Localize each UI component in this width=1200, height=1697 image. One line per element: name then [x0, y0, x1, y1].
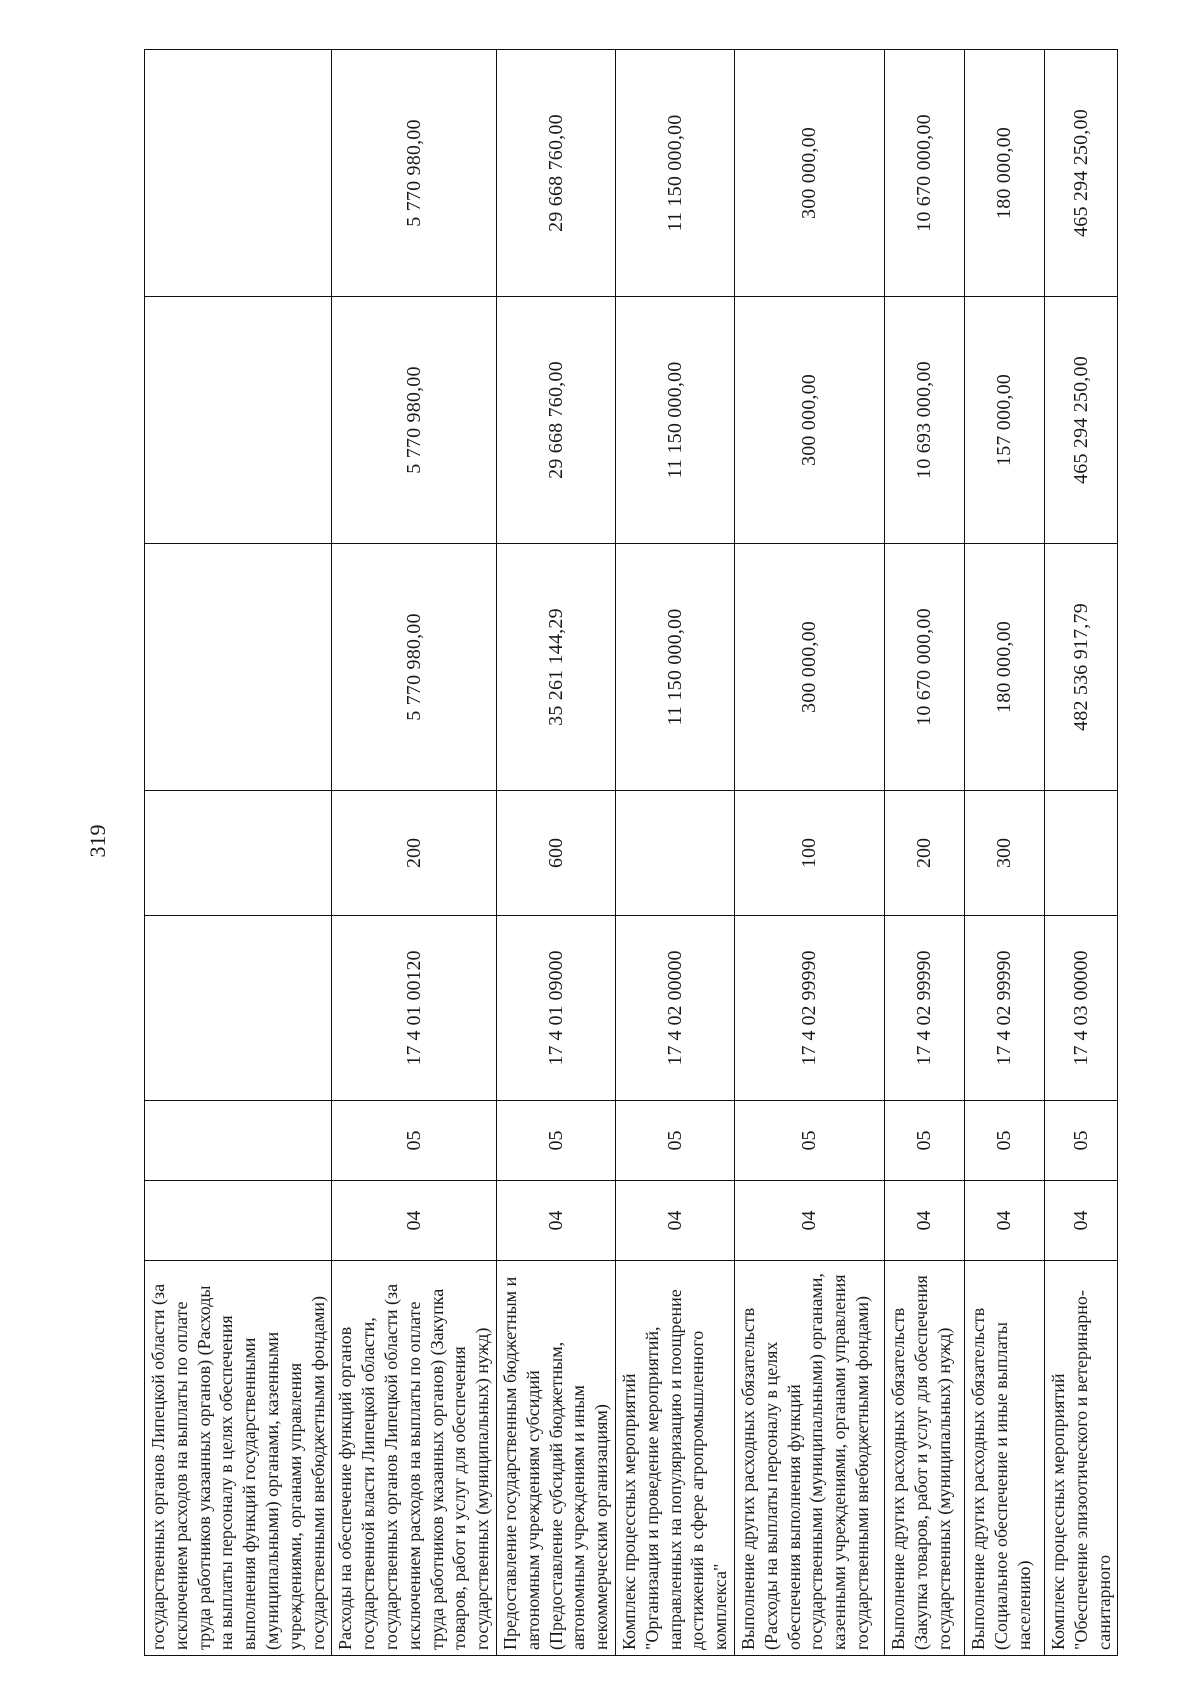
razdel-cell: 04 [964, 1181, 1044, 1261]
razdel-cell: 04 [615, 1181, 734, 1261]
sum-cell-2: 11 150 000,00 [615, 297, 734, 544]
table-row [496, 50, 615, 1656]
csr-cell: 17 4 02 99990 [884, 916, 964, 1101]
row-description: Выполнение других расходных обязательств (Расходы на выплаты персоналу в целях обеспечения выполнения функций государственными (муниципальными) органами, казенными учреждениями, органами управления государственными внебюджетными фондами) [734, 1261, 884, 1656]
table-row [884, 50, 964, 1656]
vr-cell: 100 [734, 791, 884, 916]
row-description: Предоставление государственным бюджетным и автономным учреждениям субсидий (Предоставление субсидий бюджетным, автономным учреждениям и иным некоммерческим организациям) [496, 1261, 615, 1656]
sum-cell-2: 157 000,00 [964, 297, 1044, 544]
csr-cell: 17 4 01 00120 [332, 916, 497, 1101]
sum-cell-3: 10 670 000,00 [884, 50, 964, 297]
vr-cell [145, 791, 332, 916]
table-row [615, 50, 734, 1656]
row-description: государственных органов Липецкой области (за исключением расходов на выплаты по оплате труда работников указанных органов) (Расходы на выплаты персоналу в целях обеспечения выполнения функций государственными (муниципальными) органами, казенными учреждениями, органами управления государственными внебюджетными фондами) [145, 1261, 332, 1656]
vr-cell: 200 [884, 791, 964, 916]
sum-cell-1 [145, 544, 332, 791]
razdel-cell [145, 1181, 332, 1261]
vr-cell: 600 [496, 791, 615, 916]
rotated-table-container [144, 50, 1114, 1656]
budget-table [144, 49, 1118, 1656]
sum-cell-1: 180 000,00 [964, 544, 1044, 791]
table-row [332, 50, 497, 1656]
sum-cell-2: 465 294 250,00 [1044, 297, 1117, 544]
sum-cell-3: 300 000,00 [734, 50, 884, 297]
row-description: Выполнение других расходных обязательств (Социальное обеспечение и иные выплаты населению) [964, 1261, 1044, 1656]
razdel-cell: 04 [734, 1181, 884, 1261]
podrazdel-cell: 05 [734, 1101, 884, 1181]
sum-cell-1: 482 536 917,79 [1044, 544, 1117, 791]
sum-cell-1: 5 770 980,00 [332, 544, 497, 791]
csr-cell: 17 4 03 00000 [1044, 916, 1117, 1101]
sum-cell-2 [145, 297, 332, 544]
vr-cell: 300 [964, 791, 1044, 916]
podrazdel-cell: 05 [332, 1101, 497, 1181]
row-description: Комплекс процессных мероприятий "Организация и проведение мероприятий, направленных на популяризацию и поощрение достижений в сфере агропромышленного комплекса" [615, 1261, 734, 1656]
razdel-cell: 04 [1044, 1181, 1117, 1261]
sum-cell-3: 5 770 980,00 [332, 50, 497, 297]
csr-cell: 17 4 02 99990 [734, 916, 884, 1101]
sum-cell-3 [145, 50, 332, 297]
csr-cell: 17 4 02 99990 [964, 916, 1044, 1101]
table-row [145, 50, 332, 1656]
podrazdel-cell: 05 [496, 1101, 615, 1181]
podrazdel-cell: 05 [1044, 1101, 1117, 1181]
csr-cell: 17 4 02 00000 [615, 916, 734, 1101]
row-description: Комплекс процессных мероприятий "Обеспечение эпизоотического и ветеринарно-санитарного [1044, 1261, 1117, 1656]
podrazdel-cell: 05 [615, 1101, 734, 1181]
row-description: Расходы на обеспечение функций органов государственной власти Липецкой области, государственных органов Липецкой области (за исключением расходов на выплаты по оплате труда работников указанных органов) (Закупка товаров, работ и услуг для обеспечения государственных (муниципальных) нужд) [332, 1261, 497, 1656]
page-number: 319 [85, 824, 110, 858]
row-description: Выполнение других расходных обязательств (Закупка товаров, работ и услуг для обеспечения государственных (муниципальных) нужд) [884, 1261, 964, 1656]
sum-cell-3: 180 000,00 [964, 50, 1044, 297]
sum-cell-3: 11 150 000,00 [615, 50, 734, 297]
podrazdel-cell: 05 [884, 1101, 964, 1181]
razdel-cell: 04 [496, 1181, 615, 1261]
sum-cell-3: 29 668 760,00 [496, 50, 615, 297]
sum-cell-2: 300 000,00 [734, 297, 884, 544]
vr-cell [1044, 791, 1117, 916]
table-row [734, 50, 884, 1656]
sum-cell-1: 11 150 000,00 [615, 544, 734, 791]
sum-cell-2: 10 693 000,00 [884, 297, 964, 544]
sum-cell-1: 300 000,00 [734, 544, 884, 791]
csr-cell: 17 4 01 09000 [496, 916, 615, 1101]
vr-cell [615, 791, 734, 916]
razdel-cell: 04 [332, 1181, 497, 1261]
table-row [1044, 50, 1117, 1656]
sum-cell-2: 5 770 980,00 [332, 297, 497, 544]
sum-cell-1: 10 670 000,00 [884, 544, 964, 791]
razdel-cell: 04 [884, 1181, 964, 1261]
sum-cell-1: 35 261 144,29 [496, 544, 615, 791]
sum-cell-3: 465 294 250,00 [1044, 50, 1117, 297]
table-row [964, 50, 1044, 1656]
vr-cell: 200 [332, 791, 497, 916]
csr-cell [145, 916, 332, 1101]
sum-cell-2: 29 668 760,00 [496, 297, 615, 544]
podrazdel-cell [145, 1101, 332, 1181]
podrazdel-cell: 05 [964, 1101, 1044, 1181]
